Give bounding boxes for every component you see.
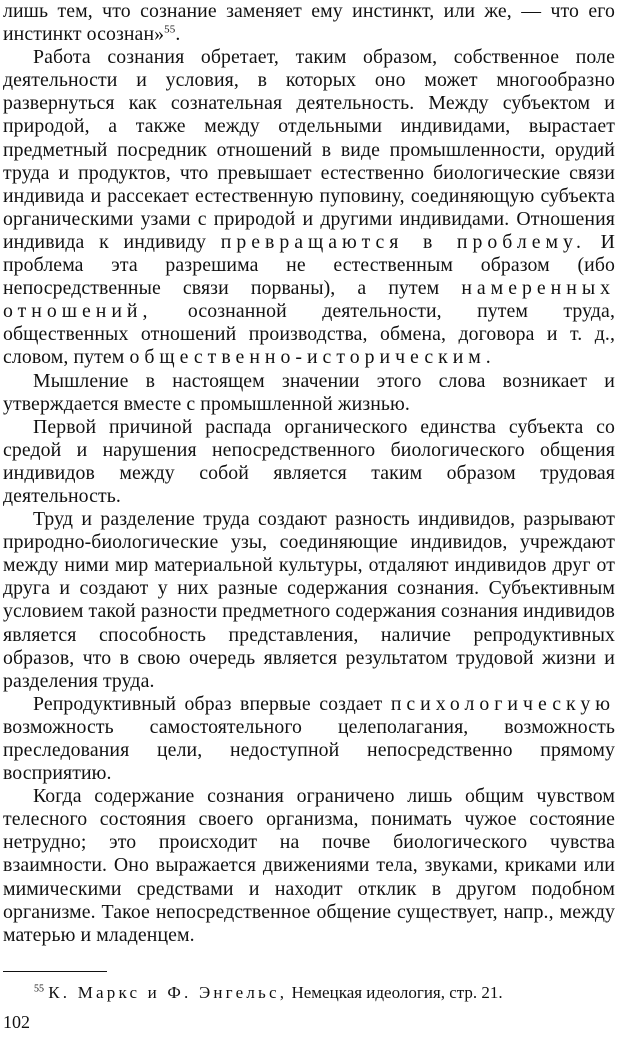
footnote-authors: К. Маркс и Ф. Энгельс,: [48, 983, 288, 1002]
text-segment: Когда содержание сознания ограничено лишь общим чувством телесного состояния своего организма, понимать чужое состояние нетрудно; это происходит на почве биологического чувства взаимности. Оно выражается движениями тела, звуками, криками или мимическими средствами и находит отклик в другом подобном организме. Такое непосредственное общение существует, напр., между матерью и младенцем.: [3, 785, 615, 946]
text-segment: Труд и разделение труда создают разность индивидов, разрывают природно-биологические узы, соединяющие индивидов, учреждают между ними мир материальной культуры, отдаляют индивидов друг от друга и создают у них разные содержания сознания. Субъективным условием такой разности предметного содержания сознания индивидов является способность представления, наличие репродуктивных образов, что в свою очередь является результатом трудовой жизни и разделения труда.: [3, 508, 615, 692]
footnote-reference: 55: [164, 23, 176, 36]
text-segment: Первой причиной распада органического единства субъекта со средой и нарушения непосредственного биологического общения индивидов между собой является таким образом трудовая деятельность.: [3, 415, 615, 507]
paragraph: [3, 785, 615, 947]
paragraph: [3, 416, 615, 508]
main-text: [3, 0, 615, 947]
paragraph: [3, 370, 615, 416]
footnote: [34, 983, 594, 1003]
emphasized-text: общественно-историческим.: [129, 346, 496, 369]
text-segment: Репродуктивный образ впервые создает: [33, 692, 391, 715]
text-segment: возможность самостоятельного целеполагания, возможность преследования цели, недоступной непосредственно прямому восприятию.: [3, 715, 615, 785]
text-segment: И проблема эта разрешима не естественным образом (ибо непосредственные связи порваны), а путем: [3, 230, 615, 300]
text-segment: лишь тем, что сознание заменяет ему инстинкт, или же, — что его инстинкт осознан»: [3, 0, 615, 46]
paragraph: [3, 0, 615, 46]
text-segment: Мышление в настоящем значении этого слова возникает и утверждается вместе с промышленной жизнью.: [3, 369, 615, 415]
paragraph: [3, 46, 615, 369]
emphasized-text: намеренных отношений,: [3, 277, 615, 323]
footnote-marker: 55: [34, 983, 44, 995]
emphasized-text: превращаются в проблему.: [220, 230, 586, 253]
text-segment: .: [175, 23, 181, 46]
paragraph: [3, 693, 615, 785]
page-number: 102: [3, 1012, 30, 1032]
paragraph: [3, 508, 615, 693]
text-segment: Работа сознания обретает, таким образом, собственное поле деятельности и условия, в которых оно может многообразно развернуться как сознательная деятельность. Между субъектом и природой, а также между отдельными индивидами, вырастает предметный посредник отношений в виде промышленности, орудий труда и продуктов, что превышает естественно биологические связи индивида и рассекает естественную пуповину, соединяющую субъекта органическими узами с природой и другими индивидами. Отношения индивида к индивиду: [3, 46, 615, 253]
text-segment: осознанной деятельности, путем труда, общественных отношений производства, обмена, договора и т. д., словом, путем: [3, 300, 615, 369]
footnote-divider: [3, 971, 107, 972]
footnote-title: Немецкая идеология, стр. 21.: [287, 983, 503, 1002]
emphasized-text: психологическую: [390, 692, 615, 715]
